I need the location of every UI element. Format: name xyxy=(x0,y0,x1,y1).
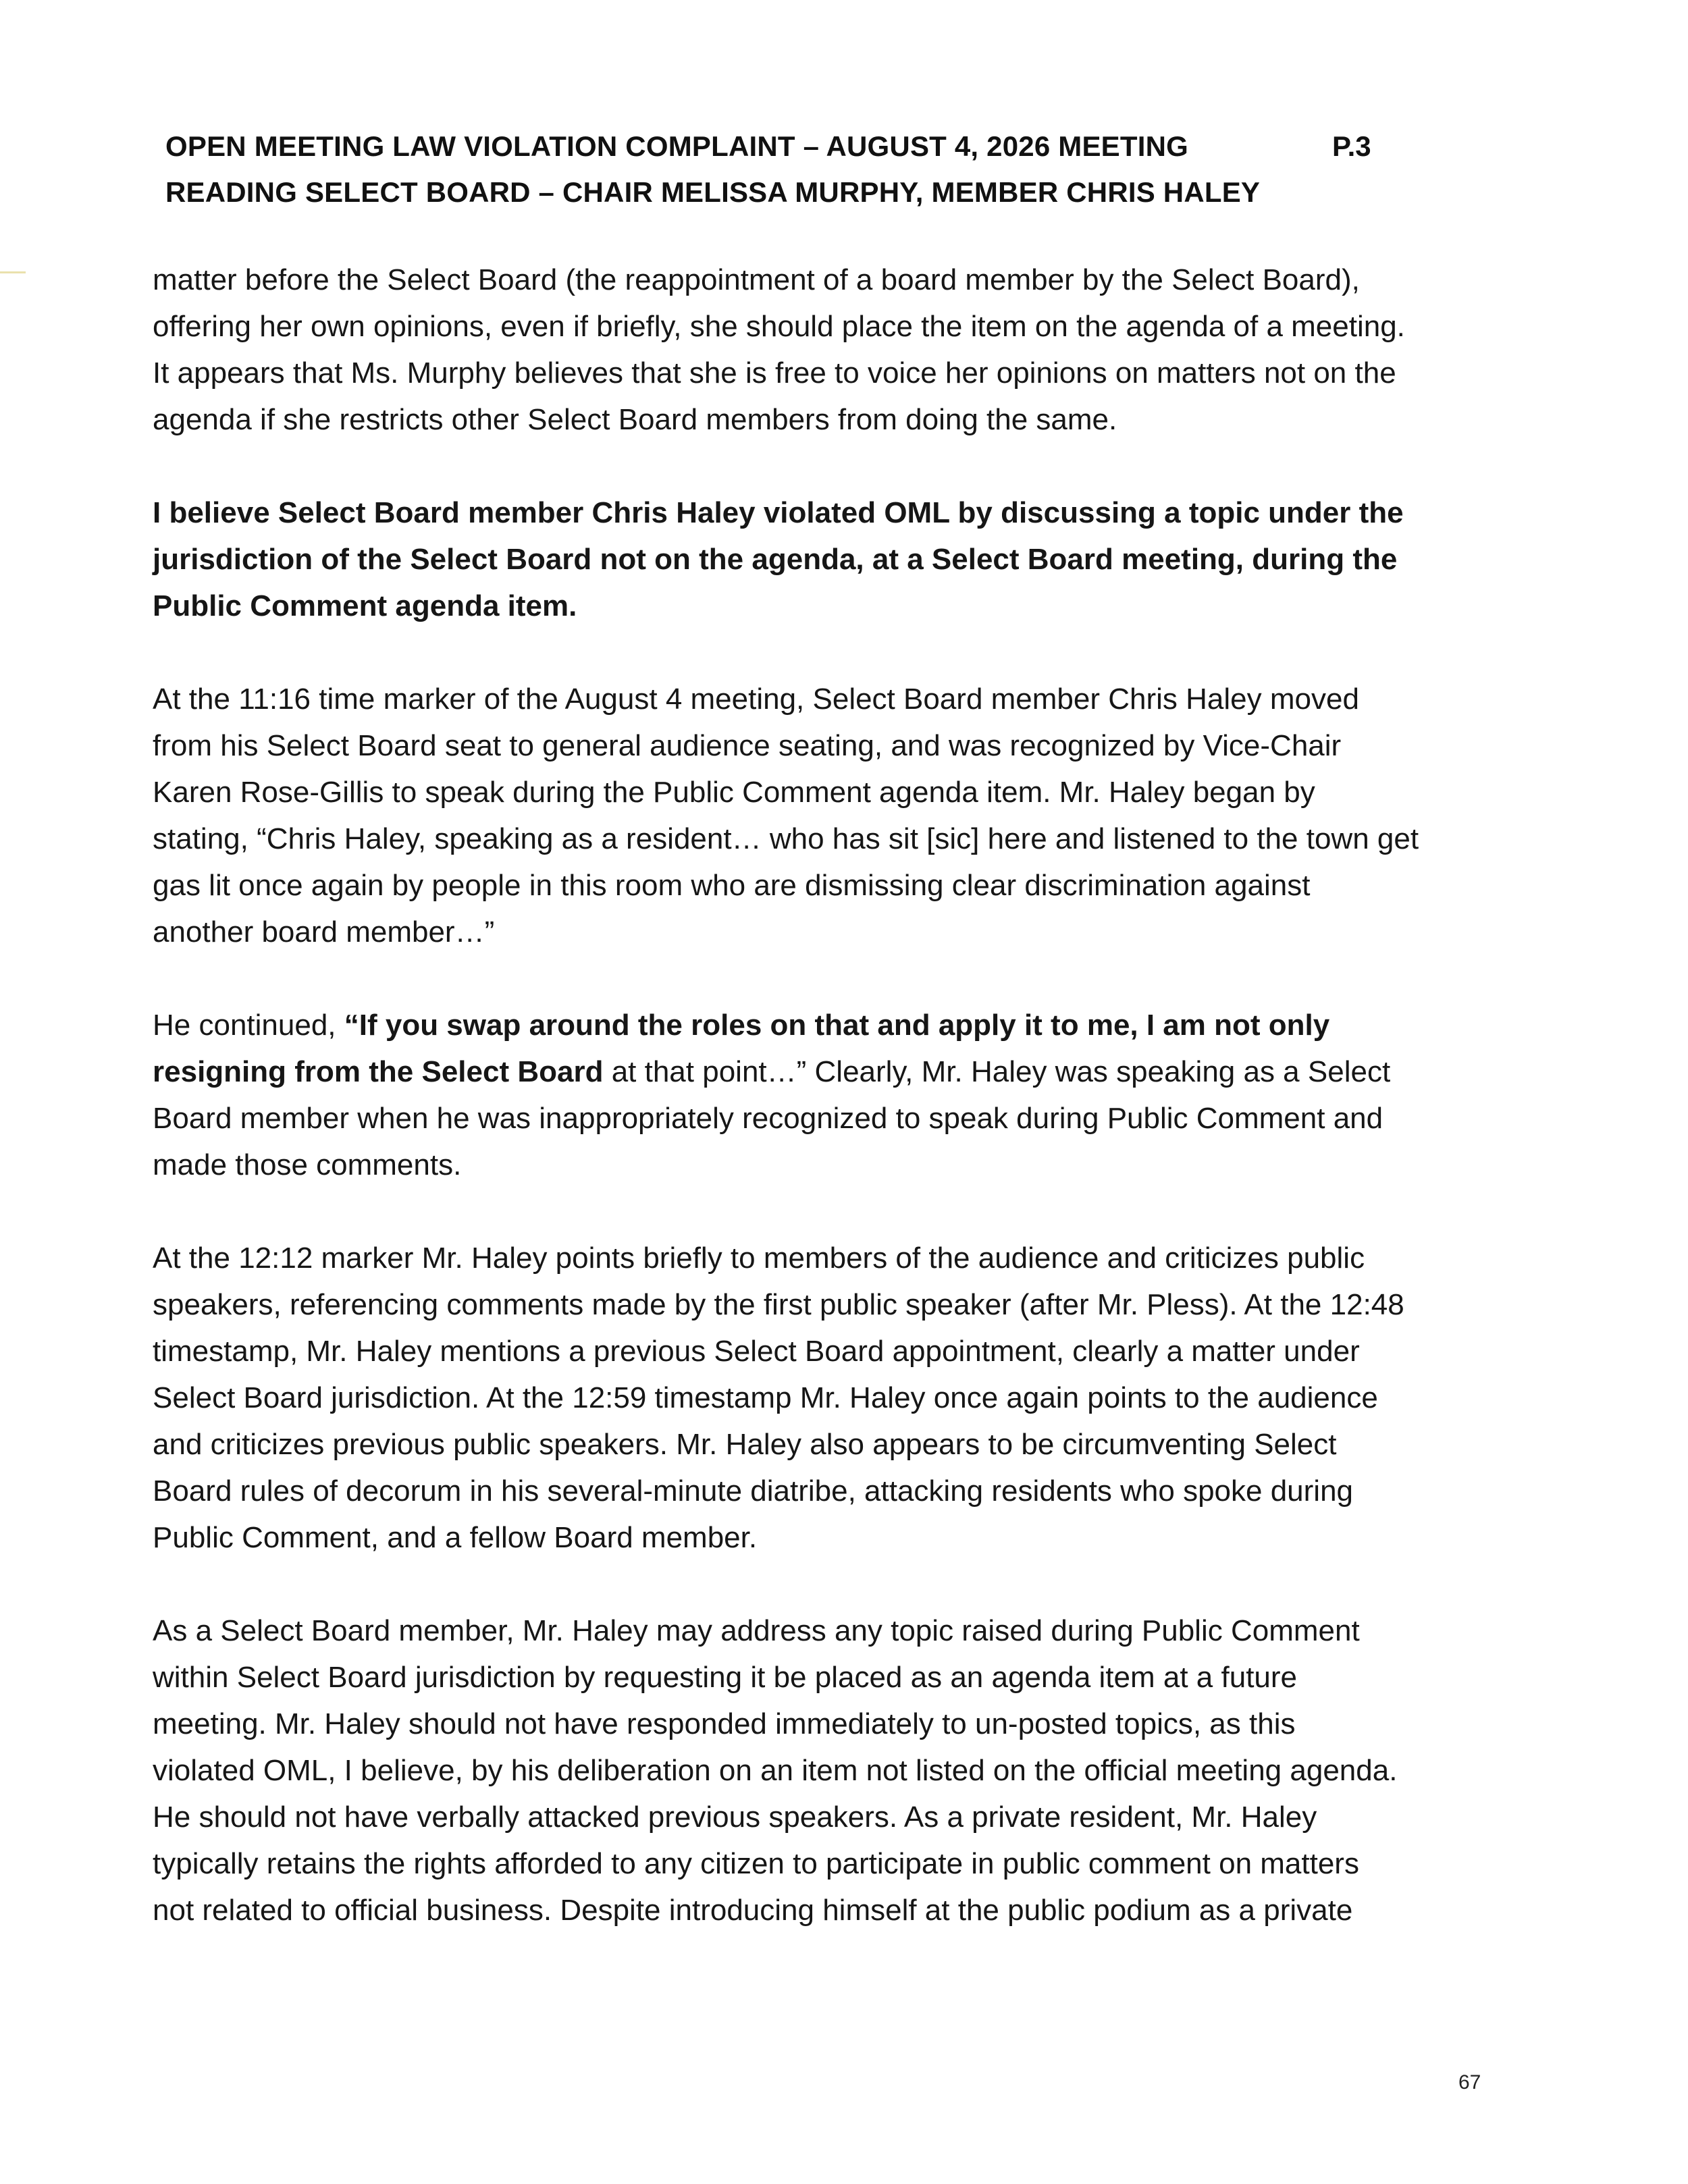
text-line: typically retains the rights afforded to any citizen to participate in public comment on matters xyxy=(153,1847,1359,1880)
text-line: speakers, referencing comments made by the first public speaker (after Mr. Pless). At the 12:48 xyxy=(153,1288,1404,1321)
scan-margin-mark xyxy=(0,271,26,273)
page-number: 67 xyxy=(1458,2071,1481,2094)
text-line: within Select Board jurisdiction by requesting it be placed as an agenda item at a future xyxy=(153,1661,1298,1694)
text-line: He should not have verbally attacked previous speakers. As a private resident, Mr. Haley xyxy=(153,1801,1317,1834)
quote-bold: resigning from the Select Board xyxy=(153,1055,604,1088)
text-line: Public Comment agenda item. xyxy=(153,589,577,622)
paragraph-haley-violation-statement xyxy=(153,489,1557,629)
text-line: meeting. Mr. Haley should not have responded immediately to un-posted topics, as this xyxy=(153,1707,1296,1740)
paragraph-time-marker-12-12 xyxy=(153,1235,1557,1561)
text-line: As a Select Board member, Mr. Haley may address any topic raised during Public Comment xyxy=(153,1614,1360,1647)
text-line: matter before the Select Board (the reappointment of a board member by the Select Board), xyxy=(153,263,1360,296)
text-line: offering her own opinions, even if briefly, she should place the item on the agenda of a meeting. xyxy=(153,310,1405,343)
text-line: another board member…” xyxy=(153,915,495,949)
text-line: and criticizes previous public speakers. Mr. Haley also appears to be circumventing Select xyxy=(153,1428,1337,1461)
header-title-line-2: READING SELECT BOARD – CHAIR MELISSA MURPHY, MEMBER CHRIS HALEY xyxy=(165,176,1261,208)
text-line: gas lit once again by people in this room who are dismissing clear discrimination against xyxy=(153,869,1311,902)
text-line: Public Comment, and a fellow Board member. xyxy=(153,1521,758,1554)
text-line xyxy=(153,1002,1557,1048)
page-header xyxy=(165,124,1448,215)
text-line: jurisdiction of the Select Board not on the agenda, at a Select Board meeting, during the xyxy=(153,543,1398,576)
text-line xyxy=(153,1048,1557,1095)
text-line: from his Select Board seat to general audience seating, and was recognized by Vice-Chair xyxy=(153,729,1342,762)
text-line: stating, “Chris Haley, speaking as a resident… who has sit [sic] here and listened to the town get xyxy=(153,822,1419,855)
paragraph-time-marker-11-16 xyxy=(153,676,1557,955)
text-line: Board rules of decorum in his several-minute diatribe, attacking residents who spoke during xyxy=(153,1474,1354,1508)
paragraph-haley-continued xyxy=(153,1002,1557,1188)
page-reference: P.3 xyxy=(1332,130,1371,162)
text-line: agenda if she restricts other Select Board members from doing the same. xyxy=(153,403,1117,436)
text-line: violated OML, I believe, by his deliberation on an item not listed on the official meeting agenda. xyxy=(153,1754,1398,1787)
text-line: Board member when he was inappropriately recognized to speak during Public Comment and xyxy=(153,1102,1383,1135)
text-line: It appears that Ms. Murphy believes that she is free to voice her opinions on matters not on the xyxy=(153,356,1396,390)
text-line: timestamp, Mr. Haley mentions a previous Select Board appointment, clearly a matter under xyxy=(153,1335,1360,1368)
text-line: I believe Select Board member Chris Haley violated OML by discussing a topic under the xyxy=(153,496,1404,529)
text-line: not related to official business. Despite introducing himself at the public podium as a private xyxy=(153,1894,1353,1927)
text-run: He continued, xyxy=(153,1009,344,1042)
paragraph-murphy-opinions xyxy=(153,257,1557,443)
header-title-line-1: OPEN MEETING LAW VIOLATION COMPLAINT – AUGUST 4, 2026 MEETING xyxy=(165,130,1189,162)
quote-bold: “If you swap around the roles on that and apply it to me, I am not only xyxy=(344,1009,1330,1042)
text-line: At the 12:12 marker Mr. Haley points briefly to members of the audience and criticizes public xyxy=(153,1242,1365,1275)
document-body xyxy=(153,257,1557,1980)
paragraph-select-board-member-rights xyxy=(153,1607,1557,1934)
text-line: made those comments. xyxy=(153,1148,462,1181)
text-line: At the 11:16 time marker of the August 4 meeting, Select Board member Chris Haley moved xyxy=(153,683,1359,716)
text-line: Karen Rose-Gillis to speak during the Public Comment agenda item. Mr. Haley began by xyxy=(153,776,1315,809)
text-run: at that point…” Clearly, Mr. Haley was speaking as a Select xyxy=(603,1055,1391,1088)
text-line: Select Board jurisdiction. At the 12:59 timestamp Mr. Haley once again points to the audience xyxy=(153,1381,1378,1414)
